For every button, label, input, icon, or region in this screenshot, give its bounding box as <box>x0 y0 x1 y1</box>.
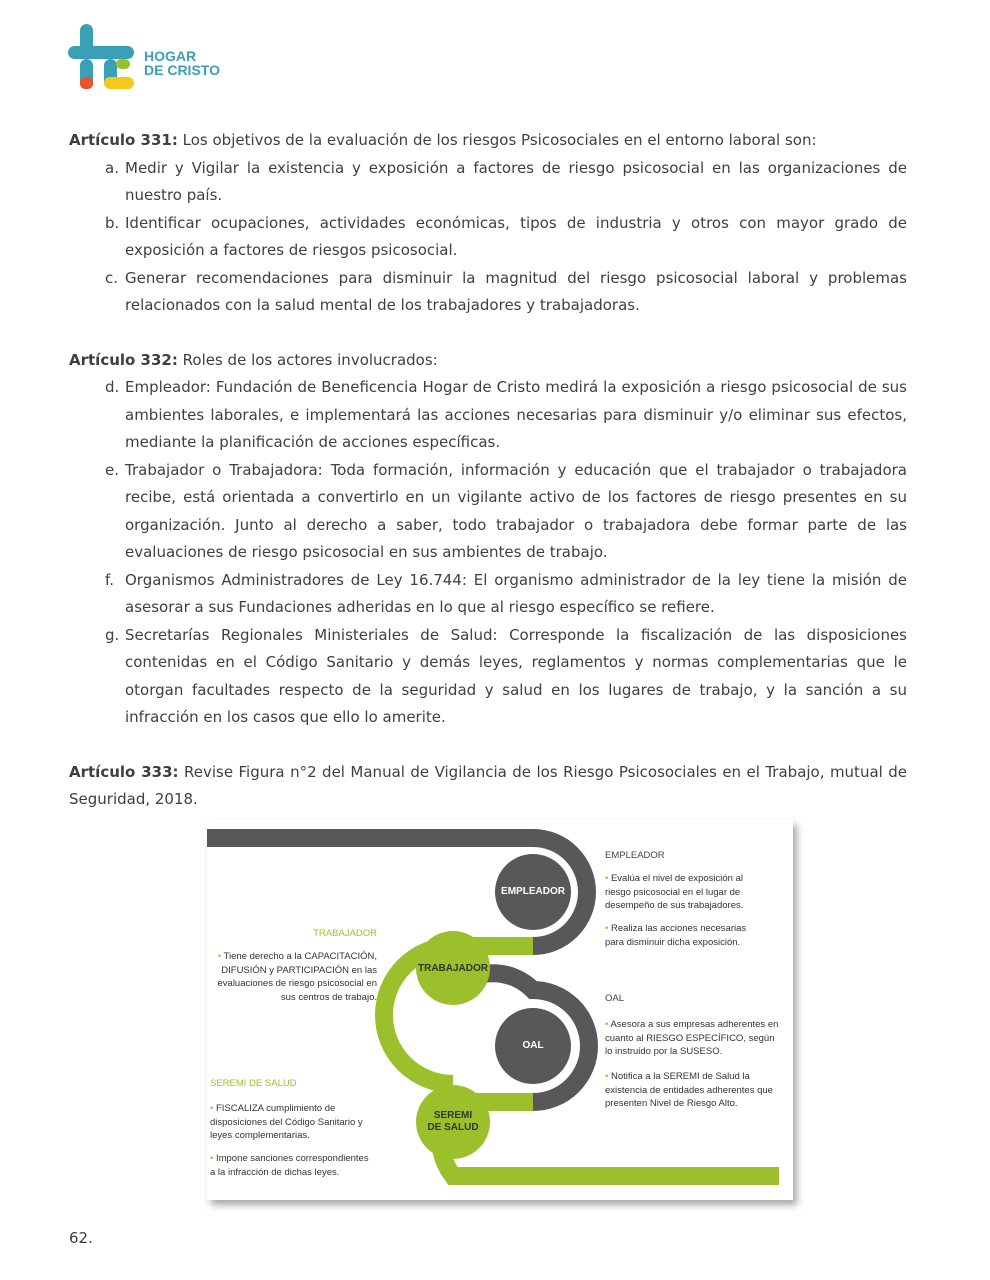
list-marker: g. <box>105 625 120 644</box>
article-332-list <box>69 374 907 732</box>
list-item <box>69 374 907 457</box>
article-332-label: Artículo 332: <box>69 350 178 369</box>
seremi-title: SEREMI DE SALUD <box>210 1078 297 1089</box>
list-item <box>69 457 907 567</box>
list-marker: f. <box>105 570 114 589</box>
empleador-bullet-2: • Realiza las acciones necesarias para disminuir dicha exposición. <box>605 923 747 948</box>
logo-cross-icon <box>66 22 138 94</box>
trabajador-circle-label: TRABAJADOR <box>418 963 488 974</box>
empleador-title: EMPLEADOR <box>605 850 665 861</box>
list-item-text: Empleador: Fundación de Beneficencia Hogar de Cristo medirá la exposición a riesgo psicosocial de sus ambientes laborales, e implementará las acciones necesarias para disminuir y/o eliminar sus efectos, mediante la planificación de acciones específicas. <box>125 378 907 451</box>
empleador-circle-label: EMPLEADOR <box>501 886 565 897</box>
list-marker: d. <box>105 378 120 396</box>
list-item <box>69 210 907 265</box>
list-item <box>69 622 907 732</box>
logo-text-line2: DE CRISTO <box>144 62 220 78</box>
article-331-list <box>69 155 907 320</box>
oal-bullet-1: • Asesora a sus empresas adherentes en cuanto al RIESGO ESPECÍFICO, según lo instruido por la SUSESO. <box>605 1019 779 1057</box>
page-number: 62. <box>69 1229 93 1247</box>
article-333-label: Artículo 333: <box>69 762 179 781</box>
list-item-text: Identificar ocupaciones, actividades económicas, tipos de industria y otros con mayor grado de exposición a factores de riesgos psicosocial. <box>125 213 907 259</box>
list-item-text: Medir y Vigilar la existencia y exposición a factores de riesgo psicosocial en las organizaciones de nuestro país. <box>125 158 907 204</box>
logo-text-line1: HOGAR <box>144 48 197 64</box>
list-item-text: Secretarías Regionales Ministeriales de Salud: Corresponde la fiscalización de las disposiciones contenidas en el Código Sanitario y demás leyes, reglamentos y normas complementarias que le otorgan facultades respecto de la seguridad y salud en los lugares de trabajo, y la sanción a su infracción en los casos que ello lo amerite. <box>125 625 907 726</box>
article-331-intro <box>69 127 907 155</box>
article-332-intro <box>69 347 907 375</box>
article-331-label: Artículo 331: <box>69 131 178 149</box>
article-333-text: Revise Figura n°2 del Manual de Vigilancia de los Riesgo Psicosociales en el Trabajo, mutual de Seguridad, 2018. <box>69 762 908 808</box>
seremi-bullet-2: • Impone sanciones correspondientes a la infracción de dichas leyes. <box>210 1153 369 1178</box>
list-item <box>69 567 907 622</box>
empleador-bullet-1: • Evalúa el nivel de exposición al riesgo psicosocial en el lugar de desempeño de sus trabajadores. <box>605 873 744 911</box>
oal-title: OAL <box>605 993 625 1004</box>
list-marker: c. <box>105 268 119 287</box>
roles-figure <box>207 820 793 1200</box>
article-332-text: Roles de los actores involucrados: <box>177 350 438 369</box>
list-marker: a. <box>105 158 119 177</box>
article-333-paragraph <box>69 759 907 814</box>
list-item <box>69 155 907 210</box>
oal-circle-label: OAL <box>522 1040 544 1051</box>
list-marker: b. <box>105 213 120 232</box>
trabajador-title: TRABAJADOR <box>313 928 377 939</box>
list-marker: e. <box>105 460 119 479</box>
document-body <box>69 127 907 814</box>
list-item-text: Generar recomendaciones para disminuir la magnitud del riesgo psicosocial laboral y problemas relacionados con la salud mental de los trabajadores y trabajadoras. <box>125 268 907 314</box>
seremi-circle-label <box>415 1110 491 1134</box>
seremi-label-line2: DE SALUD <box>427 1122 479 1133</box>
seremi-bullet-1: • FISCALIZA cumplimiento de disposiciones del Código Sanitario y leyes complementarias. <box>210 1103 363 1141</box>
seremi-label-line1: SEREMI <box>433 1110 473 1121</box>
oal-bullet-2: • Notifica a la SEREMI de Salud la existencia de entidades adherentes que presenten Nivel de Riesgo Alto. <box>605 1071 773 1109</box>
article-331-text: Los objetivos de la evaluación de los riesgos Psicosociales en el entorno laboral son: <box>177 131 817 149</box>
trabajador-bullet-1: • Tiene derecho a la CAPACITACIÓN, DIFUSIÓN y PARTICIPACIÓN en las evaluaciones de riesgo psicosocial en sus centros de trabajo. <box>217 951 377 1003</box>
hogar-de-cristo-logo <box>66 22 236 94</box>
list-item-text: Organismos Administradores de Ley 16.744: El organismo administrador de la ley tiene la misión de asesorar a sus Fundaciones adheridas en lo que al riesgo específico se refiere. <box>125 570 907 616</box>
list-item-text: Trabajador o Trabajadora: Toda formación, información y educación que el trabajador o trabajadora recibe, está orientada a convertirlo en un vigilante activo de los factores de riesgo presentes en su organización. Junto al derecho a saber, todo trabajador o trabajadora debe formar parte de las evaluaciones de riesgo psicosocial en sus ambientes de trabajo. <box>125 460 907 561</box>
list-item <box>69 265 907 320</box>
